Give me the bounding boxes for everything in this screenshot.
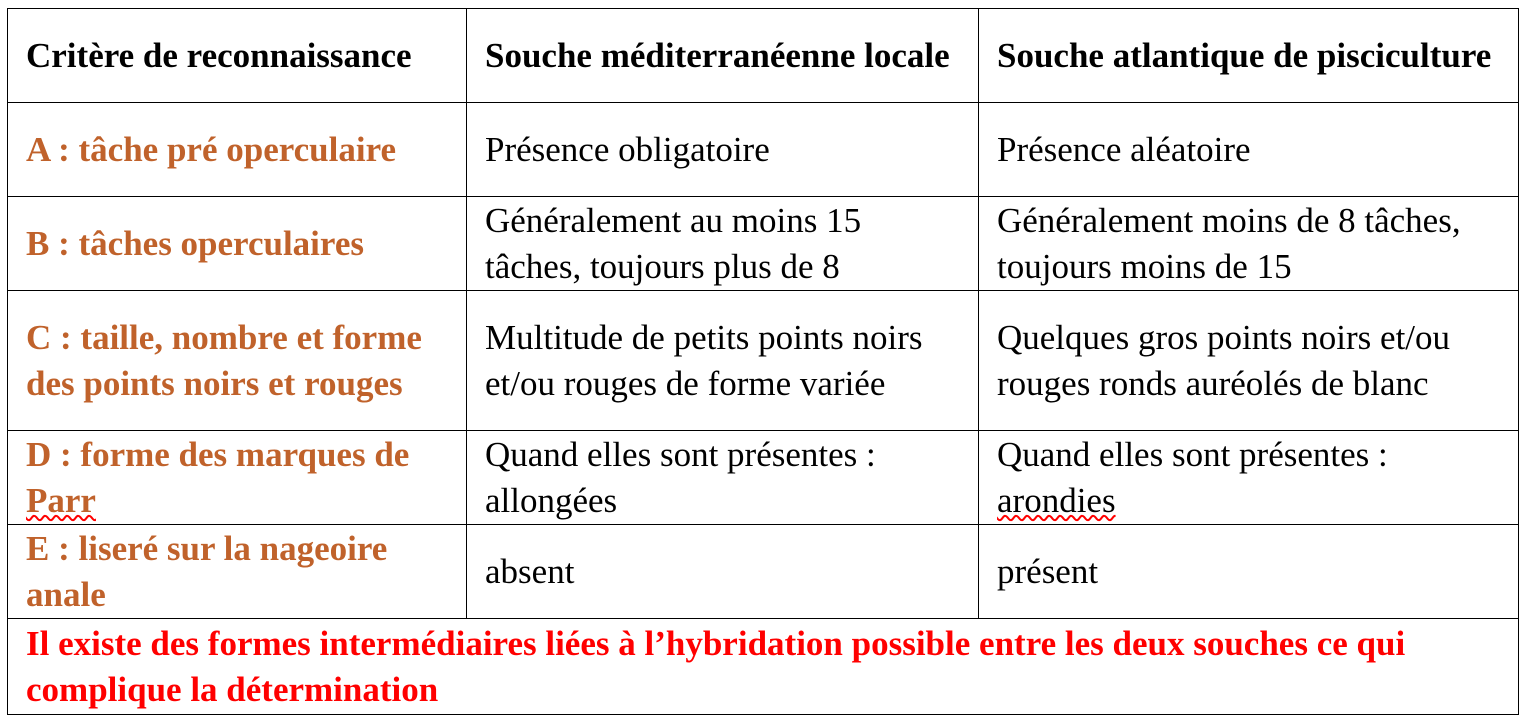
mediterranean-cell: Multitude de petits points noirs et/ou rouges de forme variée: [467, 291, 979, 431]
table-header-row: [8, 9, 1519, 103]
mediterranean-cell: Généralement au moins 15 tâches, toujours plus de 8: [467, 197, 979, 291]
atlantic-text: Quand elles sont présentes :: [997, 434, 1388, 474]
criterion-cell: [8, 431, 467, 525]
atlantic-cell: Généralement moins de 8 tâches, toujours moins de 15: [979, 197, 1519, 291]
atlantic-cell: Présence aléatoire: [979, 103, 1519, 197]
mediterranean-cell: absent: [467, 525, 979, 619]
table-row: [8, 525, 1519, 619]
spellcheck-flagged-word: arondies: [997, 480, 1116, 520]
mediterranean-cell: Présence obligatoire: [467, 103, 979, 197]
table-row: [8, 197, 1519, 291]
spellcheck-flagged-word: Parr: [26, 480, 96, 520]
table-row: [8, 291, 1519, 431]
table-row: [8, 103, 1519, 197]
atlantic-cell: Quelques gros points noirs et/ou rouges ronds auréolés de blanc: [979, 291, 1519, 431]
atlantic-cell: [979, 431, 1519, 525]
criterion-cell: C : taille, nombre et forme des points noirs et rouges: [8, 291, 467, 431]
atlantic-cell: présent: [979, 525, 1519, 619]
criterion-cell: A : tâche pré operculaire: [8, 103, 467, 197]
header-criterion: Critère de reconnaissance: [8, 9, 467, 103]
criterion-text: D : forme des marques de: [26, 434, 410, 474]
table-row: [8, 431, 1519, 525]
hybridization-note: Il existe des formes intermédiaires liées à l’hybridation possible entre les deux souches ce qui complique la détermination: [8, 619, 1519, 715]
criteria-table: [7, 8, 1519, 715]
header-mediterranean: Souche méditerranéenne locale: [467, 9, 979, 103]
header-atlantic: Souche atlantique de pisciculture: [979, 9, 1519, 103]
criterion-cell: B : tâches operculaires: [8, 197, 467, 291]
criterion-cell: E : liseré sur la nageoire anale: [8, 525, 467, 619]
note-row: [8, 619, 1519, 715]
mediterranean-cell: Quand elles sont présentes : allongées: [467, 431, 979, 525]
